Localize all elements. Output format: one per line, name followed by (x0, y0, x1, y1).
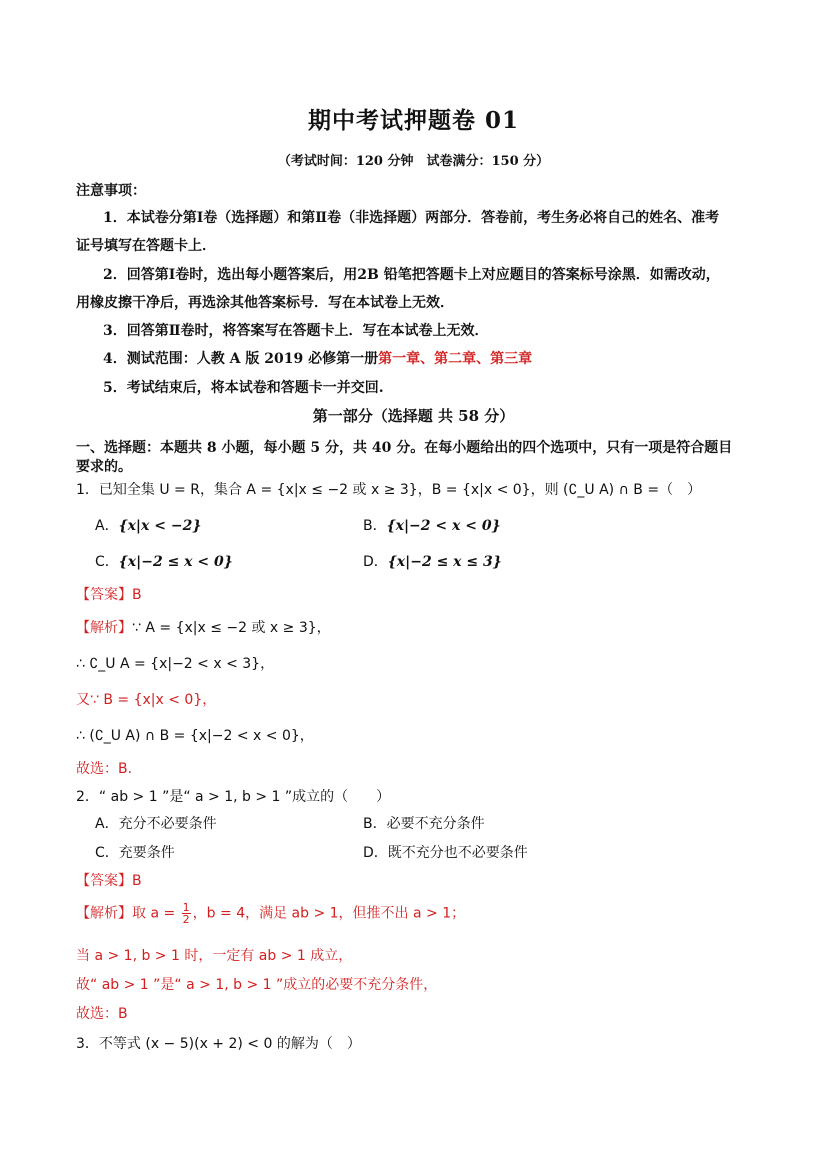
notes-heading: 注意事项： (76, 183, 146, 199)
q1-analysis-3: 又∵ B = {x|x < 0}， (76, 692, 217, 708)
note-4-scope: 第一章、第二章、第三章 (378, 351, 533, 367)
q2-stem: 2．“ ab > 1 ”是“ a > 1, b > 1 ”成立的（ ） (76, 789, 391, 805)
q1-conclusion: 故选：B. (76, 761, 133, 777)
q2-option-d: D．既不充分也不必要条件 (363, 845, 528, 861)
part1-heading: 第一部分（选择题 共 58 分） (312, 407, 515, 425)
q1-option-d (363, 551, 502, 571)
note-5: 5．考试结束后，将本试卷和答题卡一并交回. (103, 380, 384, 396)
q1-analysis-1 (76, 617, 331, 637)
page-title: 期中考试押题卷 01 (307, 107, 519, 134)
q1-option-c-label: C． (95, 554, 119, 570)
q2-answer: 【答案】B (76, 873, 142, 889)
note-1a: 1．本试卷分第Ⅰ卷（选择题）和第Ⅱ卷（非选择题）两部分．答卷前，考生务必将自己的姓名、准考 (103, 210, 720, 226)
q2-analysis-label: 【解析】 (76, 905, 132, 922)
q2-fraction-numerator: 1 (182, 901, 190, 914)
note-2b: 用橡皮擦干净后，再选涂其他答案标号．写在本试卷上无效． (76, 295, 454, 311)
q1-option-d-label: D． (363, 554, 388, 570)
exam-info: （考试时间：120 分钟 试卷满分：150 分） (277, 154, 550, 169)
q2-fraction (182, 902, 191, 925)
q2-conclusion: 故选：B (76, 1006, 128, 1022)
q2-analysis-3: 故“ ab > 1 ”是“ a > 1, b > 1 ”成立的必要不充分条件， (76, 977, 438, 993)
q1-option-b (363, 515, 501, 535)
q1-option-d-text: {x|−2 ≤ x ≤ 3} (387, 554, 502, 570)
note-4 (103, 348, 532, 368)
part1-intro-b: 要求的。 (76, 459, 132, 475)
note-2a: 2．回答第Ⅰ卷时，选出每小题答案后，用2B 铅笔把答题卡上对应题目的答案标号涂黑．如需改动， (103, 267, 720, 283)
q1-analysis-label: 【解析】 (76, 620, 132, 636)
q1-option-b-label: B． (363, 518, 387, 534)
part1-intro-a: 一、选择题：本题共 8 小题，每小题 5 分，共 40 分。在每小题给出的四个选项中，只有一项是符合题目 (76, 440, 733, 456)
q1-stem: 1．已知全集 U = R，集合 A = {x|x ≤ −2 或 x ≥ 3}，B = {x|x < 0}，则 (∁_U A) ∩ B =（ ） (76, 482, 702, 498)
q1-option-c (95, 551, 233, 571)
q1-analysis-4: ∴ (∁_U A) ∩ B = {x|−2 < x < 0}， (76, 728, 314, 744)
q2-analysis-1-post: ，b = 4，满足 ab > 1，但推不出 a > 1； (192, 905, 466, 922)
q2-analysis-1-pre: 取 a = (132, 905, 180, 922)
note-3: 3．回答第Ⅱ卷时，将答案写在答题卡上．写在本试卷上无效． (103, 323, 489, 339)
q2-option-a: A．充分不必要条件 (95, 816, 217, 832)
q2-fraction-denominator: 2 (182, 913, 190, 926)
q2-option-b: B．必要不充分条件 (363, 816, 485, 832)
q1-analysis-1-text: ∵ A = {x|x ≤ −2 或 x ≥ 3}， (132, 620, 331, 636)
q2-analysis-2: 当 a > 1, b > 1 时，一定有 ab > 1 成立， (76, 948, 353, 964)
q3-stem: 3．不等式 (x − 5)(x + 2) < 0 的解为（ ） (76, 1036, 361, 1052)
q1-option-a-label: A． (95, 518, 119, 534)
q2-option-c: C．充要条件 (95, 845, 175, 861)
q1-option-b-text: {x|−2 < x < 0} (386, 518, 501, 534)
q1-analysis-2: ∴ ∁_U A = {x|−2 < x < 3}， (76, 656, 275, 672)
q2-analysis-1 (76, 902, 465, 925)
q1-option-a-text: {x|x < −2} (118, 518, 202, 534)
q1-option-c-text: {x|−2 ≤ x < 0} (118, 554, 233, 570)
note-4-prefix: 4．测试范围：人教 A 版 2019 必修第一册 (103, 351, 379, 367)
q1-option-a (95, 515, 201, 535)
q1-answer: 【答案】B (76, 587, 142, 603)
note-1b: 证号填写在答题卡上． (76, 238, 216, 254)
